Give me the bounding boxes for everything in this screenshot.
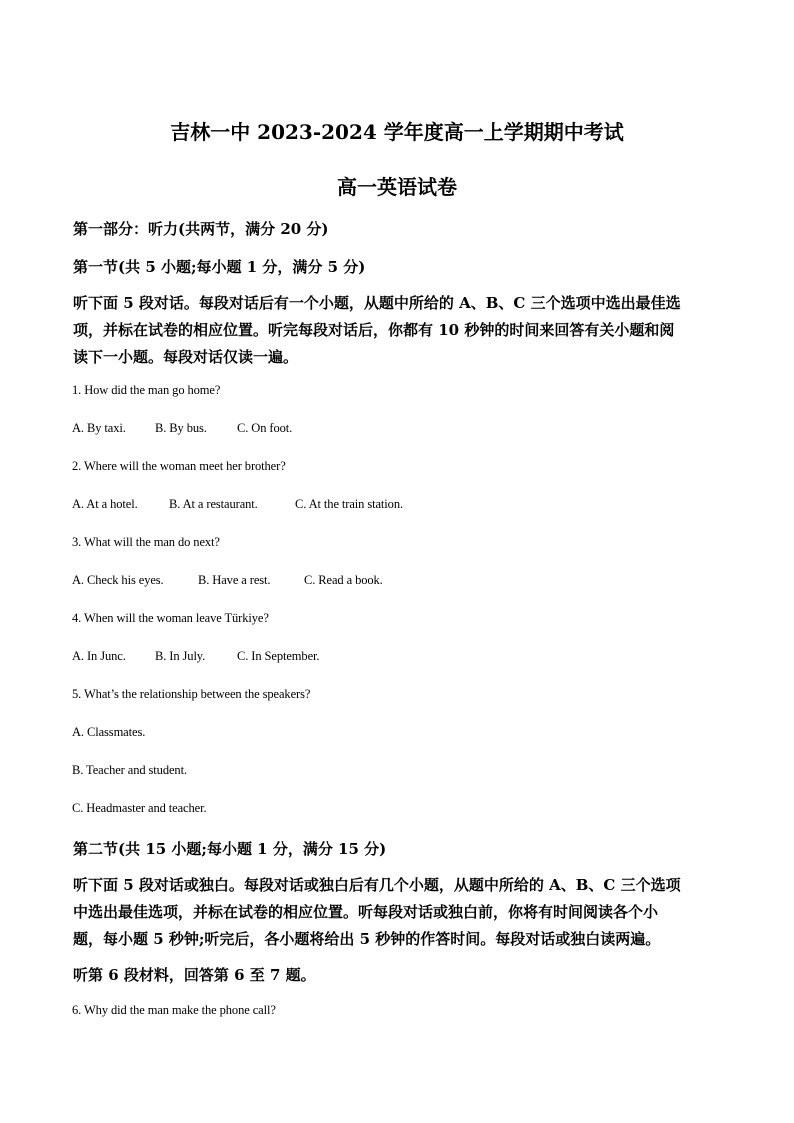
option-a: A. In Junc.	[72, 649, 126, 663]
question-stem: 3. What will the man do next?	[72, 535, 220, 549]
question-options	[72, 497, 403, 512]
section2-instructions	[73, 872, 681, 953]
option-c: C. At the train station.	[295, 497, 404, 511]
option-b: B. At a restaurant.	[169, 497, 258, 511]
question-options	[72, 573, 383, 588]
instruction-line: 听下面 5 段对话或独白。每段对话或独白后有几个小题，从题中所给的 A、B、C 三个选项	[73, 876, 681, 894]
question-stem: 2. Where will the woman meet her brother?	[72, 459, 286, 473]
option-b: B. Have a rest.	[198, 573, 271, 587]
option-c: C. Read a book.	[304, 573, 383, 587]
exam-subtitle: 高一英语试卷	[337, 175, 457, 199]
option-c: C. On foot.	[237, 421, 293, 435]
part1-heading: 第一部分：听力(共两节，满分 20 分)	[73, 220, 329, 238]
option-b: B. In July.	[155, 649, 206, 663]
instruction-line: 读下一小题。每段对话仅读一遍。	[73, 348, 299, 366]
question-stem: 4. When will the woman leave Türkiye?	[72, 611, 269, 625]
section1-instructions	[73, 290, 681, 371]
option-a: A. Classmates.	[72, 725, 146, 739]
option-a: A. By taxi.	[72, 421, 126, 435]
option-a: A. At a hotel.	[72, 497, 138, 511]
section1-heading: 第一节(共 5 小题;每小题 1 分，满分 5 分)	[73, 258, 366, 276]
instruction-line: 题，每小题 5 秒钟;听完后，各小题将给出 5 秒钟的作答时间。每段对话或独白读两遍。	[73, 930, 661, 948]
question-options	[72, 421, 292, 436]
option-b: B. By bus.	[155, 421, 207, 435]
option-c: C. Headmaster and teacher.	[72, 801, 207, 815]
question-options	[72, 649, 319, 664]
option-a: A. Check his eyes.	[72, 573, 164, 587]
instruction-line: 项，并标在试卷的相应位置。听完每段对话后，你都有 10 秒钟的时间来回答有关小题和阅	[73, 321, 675, 339]
instruction-line: 中选出最佳选项，并标在试卷的相应位置。听每段对话或独白前，你将有时间阅读各个小	[73, 903, 659, 921]
section2-heading: 第二节(共 15 小题;每小题 1 分，满分 15 分)	[73, 840, 387, 858]
option-b: B. Teacher and student.	[72, 763, 187, 777]
question-stem: 1. How did the man go home?	[72, 383, 221, 397]
material6-heading: 听第 6 段材料，回答第 6 至 7 题。	[73, 966, 316, 984]
question-stem: 6. Why did the man make the phone call?	[72, 1003, 276, 1017]
option-c: C. In September.	[237, 649, 320, 663]
question-stem: 5. What’s the relationship between the speakers?	[72, 687, 311, 701]
instruction-line: 听下面 5 段对话。每段对话后有一个小题，从题中所给的 A、B、C 三个选项中选出最佳选	[73, 294, 681, 312]
exam-title: 吉林一中 2023-2024 学年度高一上学期期中考试	[170, 120, 624, 144]
